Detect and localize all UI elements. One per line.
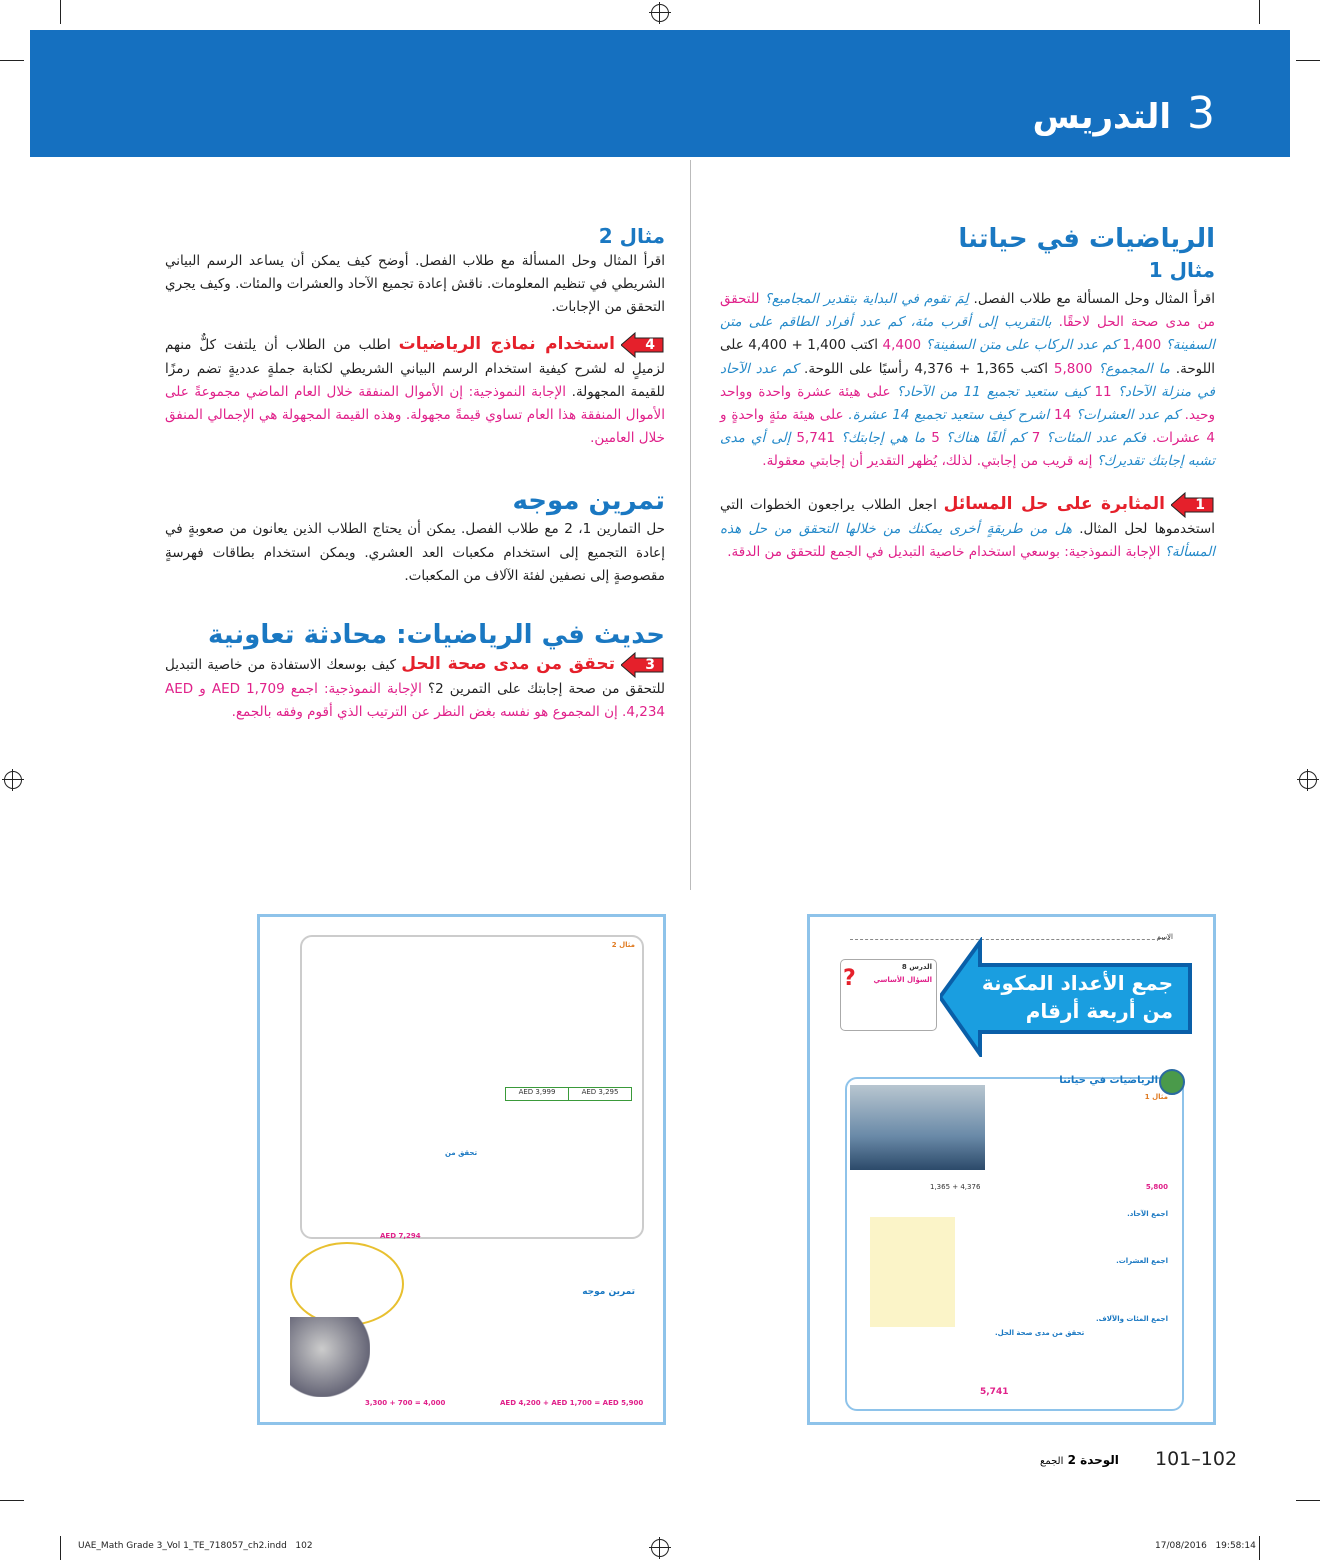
tip-number: 3 bbox=[645, 657, 655, 674]
left-column bbox=[165, 222, 665, 724]
math-talk-heading: حديث في الرياضيات: محادثة تعاونية bbox=[208, 620, 665, 651]
example-title: مثال 1 bbox=[1148, 258, 1215, 282]
crop-mark bbox=[60, 0, 61, 24]
registration-mark-icon bbox=[651, 1539, 669, 1557]
answer: 1,400 bbox=[1118, 337, 1162, 354]
tip-title: المثابرة على حل المسائل bbox=[943, 493, 1165, 514]
question: بالتقريب إلى أقرب مئة، كم عدد أفراد الطاقم على متن السفينة؟ bbox=[720, 314, 1215, 354]
chapter-header-band bbox=[30, 30, 1290, 157]
step-1: اجمع الآحاد. bbox=[1127, 1210, 1168, 1218]
answer: على هيئة عشرة واحدة وواحد وحيد. bbox=[720, 383, 1215, 424]
tip-title: استخدام نماذج الرياضيات bbox=[398, 333, 615, 354]
example-label: مثال 2 bbox=[611, 941, 635, 949]
unit-label bbox=[1040, 1453, 1119, 1467]
answer: الإجابة النموذجية: اجمع AED 1,709 و AED 4,234. إن المجموع هو نفسه بغض النظر عن الترتيب الذي أقوم وفقه بالجمع. bbox=[165, 681, 665, 721]
lesson-title: جمع الأعداد المكونة من أربعة أرقام bbox=[981, 971, 1173, 1023]
answer: 11 bbox=[1088, 383, 1112, 400]
text: اجعل الطلاب يراجعون الخطوات التي استخدموها لحل المثال. bbox=[720, 496, 1215, 537]
crop-mark bbox=[1259, 0, 1260, 24]
guided-practice-text: حل التمارين 1، 2 مع طلاب الفصل. يمكن أن يحتاج الطلاب الذين يعانون من صعوبةٍ في إعادة التجميع إلى استخدام مكعبات العد العشري. ويمكن استخدام بطاقات فهرسةٍ مقصوصةٍ إلى نصفين لفئة الآلاف من المكعبات. bbox=[165, 521, 666, 584]
tip-title: تحقق من مدى صحة الحل bbox=[401, 654, 615, 675]
answer: 5 bbox=[925, 430, 940, 447]
page-numbers: 101–102 bbox=[1155, 1448, 1238, 1470]
student-page-thumbnail-left bbox=[257, 914, 666, 1425]
student-page-thumbnail-right bbox=[807, 914, 1216, 1425]
answer: 5,741 bbox=[790, 430, 835, 447]
example-title: مثال 2 bbox=[598, 224, 665, 248]
question: اشرح كيف ستعيد تجميع 14 عشرة. bbox=[843, 407, 1050, 424]
crop-mark bbox=[1296, 1500, 1320, 1501]
tip-number: 4 bbox=[645, 336, 655, 353]
bar-left: AED 3,295 bbox=[568, 1088, 631, 1100]
crop-mark bbox=[60, 1536, 61, 1560]
question: إلى أي مدى تشبه إجابتك تقديرك؟ bbox=[720, 430, 1215, 470]
answer: الإجابة النموذجية: إن الأموال المنفقة خلال العام الماضي مجموعةً على الأموال المنفقة هذا العام تساوي قيمةً مجهولة. وهذه القيمة المجهولة هي الإجمالي المنفق خلال العامين. bbox=[165, 383, 665, 447]
answer-value: 5,741 bbox=[980, 1387, 1009, 1397]
section-heading: الرياضيات في حياتنا bbox=[958, 224, 1215, 254]
answer: الإجابة النموذجية: بوسعي استخدام خاصية التبديل في الجمع للتحقق من الدقة. bbox=[727, 543, 1161, 560]
bar-right: AED 3,999 bbox=[518, 1088, 556, 1096]
essential-question-label: السؤال الأساسي bbox=[873, 976, 932, 984]
place-value-chart bbox=[870, 1217, 955, 1327]
question: لِمَ تقوم في البداية بتقدير المجاميع؟ bbox=[759, 291, 969, 307]
check-label: تحقق من bbox=[445, 1149, 478, 1157]
registration-mark-icon bbox=[1299, 771, 1317, 789]
tip-number: 1 bbox=[1195, 496, 1205, 513]
lesson-number: الدرس 8 bbox=[901, 963, 932, 971]
question: هل من طريقةٍ أخرى يمكنك من خلالها التحقق من حل هذه المسألة؟ bbox=[720, 520, 1215, 560]
answer: 7 bbox=[1025, 430, 1041, 447]
question: كم ألفًا هناك؟ bbox=[939, 430, 1026, 447]
registration-mark-icon bbox=[651, 4, 669, 22]
question: ما المجموع؟ bbox=[1092, 360, 1170, 377]
question-mark-icon: ? bbox=[843, 966, 856, 991]
estimate-value: 5,800 bbox=[1145, 1183, 1168, 1191]
text: كيف بوسعك الاستفادة من خاصية التبديل للتحقق من صحة إجابتك على التمرين 2؟ bbox=[165, 657, 665, 698]
exercise-1-answer: 3,300 + 700 = 4,000 bbox=[365, 1399, 446, 1407]
header-title bbox=[1033, 88, 1215, 139]
example-1-text bbox=[720, 288, 1215, 474]
step-2: اجمع العشرات. bbox=[1116, 1257, 1168, 1265]
section-title: التدريس bbox=[1032, 97, 1171, 137]
check-label: تحقق من مدى صحة الحل. bbox=[995, 1329, 1085, 1337]
unit-number: الوحدة 2 bbox=[1067, 1453, 1119, 1467]
expression: 1,365 + 4,376 bbox=[930, 1183, 981, 1191]
crop-mark bbox=[1296, 60, 1320, 61]
answer: إنه قريب من إجابتي. لذلك، يُظهر التقدير أن إجابتي معقولة. bbox=[762, 453, 1093, 470]
text: اكتب 1,400 + 4,400 على اللوحة. bbox=[720, 337, 1215, 377]
unit-topic: الجمع bbox=[1040, 1456, 1064, 1467]
speech-bubble bbox=[290, 1242, 404, 1326]
guided-practice-heading: تمرين موجه bbox=[512, 486, 665, 517]
cruise-ship-photo bbox=[850, 1085, 985, 1170]
crop-mark bbox=[0, 1500, 24, 1501]
section-heading: الرياضيات في حياتنا bbox=[1059, 1075, 1158, 1086]
arrow-badge-icon bbox=[621, 332, 665, 358]
question: فكم عدد المئات؟ bbox=[1040, 430, 1147, 447]
text: اقرأ المثال وحل المسألة مع طلاب الفصل. bbox=[968, 291, 1216, 307]
pigeon-image bbox=[290, 1317, 370, 1397]
question: كم عدد الآحاد في منزلة الآحاد؟ bbox=[720, 360, 1215, 400]
name-label: الاسم bbox=[1156, 933, 1173, 941]
slug-filename: UAE_Math Grade 3_Vol 1_TE_718057_ch2.indd 102 bbox=[78, 1541, 313, 1551]
registration-mark-icon bbox=[4, 771, 22, 789]
tip-3 bbox=[165, 652, 665, 724]
section-number: 3 bbox=[1187, 88, 1215, 139]
crop-mark bbox=[1259, 1536, 1260, 1560]
bar-model bbox=[505, 1087, 632, 1101]
column-divider bbox=[690, 160, 691, 890]
total-value: AED 7,294 bbox=[380, 1232, 421, 1240]
question: ما هي إجابتك؟ bbox=[834, 430, 926, 447]
answer: للتحقق من مدى صحة الحل لاحقًا. bbox=[720, 291, 1216, 331]
crop-mark bbox=[0, 60, 24, 61]
globe-icon bbox=[1159, 1069, 1185, 1095]
answer: 5,800 bbox=[1048, 360, 1093, 377]
right-column bbox=[720, 222, 1215, 564]
tip-4 bbox=[165, 332, 665, 451]
tip-1 bbox=[720, 492, 1215, 564]
text: اكتب 1,365 + 4,376 رأسيًا على اللوحة. bbox=[798, 360, 1048, 377]
slug-timestamp: 17/08/2016 19:58:14 bbox=[1155, 1541, 1256, 1551]
question: كم عدد الركاب على متن السفينة؟ bbox=[921, 337, 1119, 354]
exercise-2-answer: AED 4,200 + AED 1,700 = AED 5,900 bbox=[500, 1399, 644, 1407]
question: كيف ستعيد تجميع 11 من الآحاد؟ bbox=[890, 383, 1089, 400]
example-label: مثال 1 bbox=[1144, 1093, 1168, 1101]
step-3: اجمع المئات والآلاف. bbox=[1096, 1315, 1168, 1323]
arrow-badge-icon bbox=[1171, 492, 1215, 518]
arrow-badge-icon bbox=[621, 652, 665, 678]
answer: 14 bbox=[1049, 407, 1072, 424]
answer: على هيئة مئةٍ واحدةٍ و 4 عشرات. bbox=[720, 407, 1215, 447]
lesson-card bbox=[840, 959, 937, 1031]
example-2-text: اقرأ المثال وحل المسألة مع طلاب الفصل. أوضح كيف يمكن أن يساعد الرسم البياني الشريطي في تنظيم المعلومات. ناقش إعادة تجميع الآحاد والعشرات والمئات. وكيف يجري التحقق من الإجابات. bbox=[165, 253, 665, 316]
question: كم عدد العشرات؟ bbox=[1071, 407, 1180, 424]
guided-practice-label: تمرين موجه bbox=[582, 1287, 635, 1297]
answer: 4,400 bbox=[877, 337, 922, 354]
text: اطلب من الطلاب أن يلتفت كلٌّ منهم لزميلٍ له لشرح كيفية استخدام الرسم البياني الشريطي لكتابة جملةٍ عدديةٍ تضم رمزًا للقيمة المجهولة. bbox=[165, 336, 666, 400]
